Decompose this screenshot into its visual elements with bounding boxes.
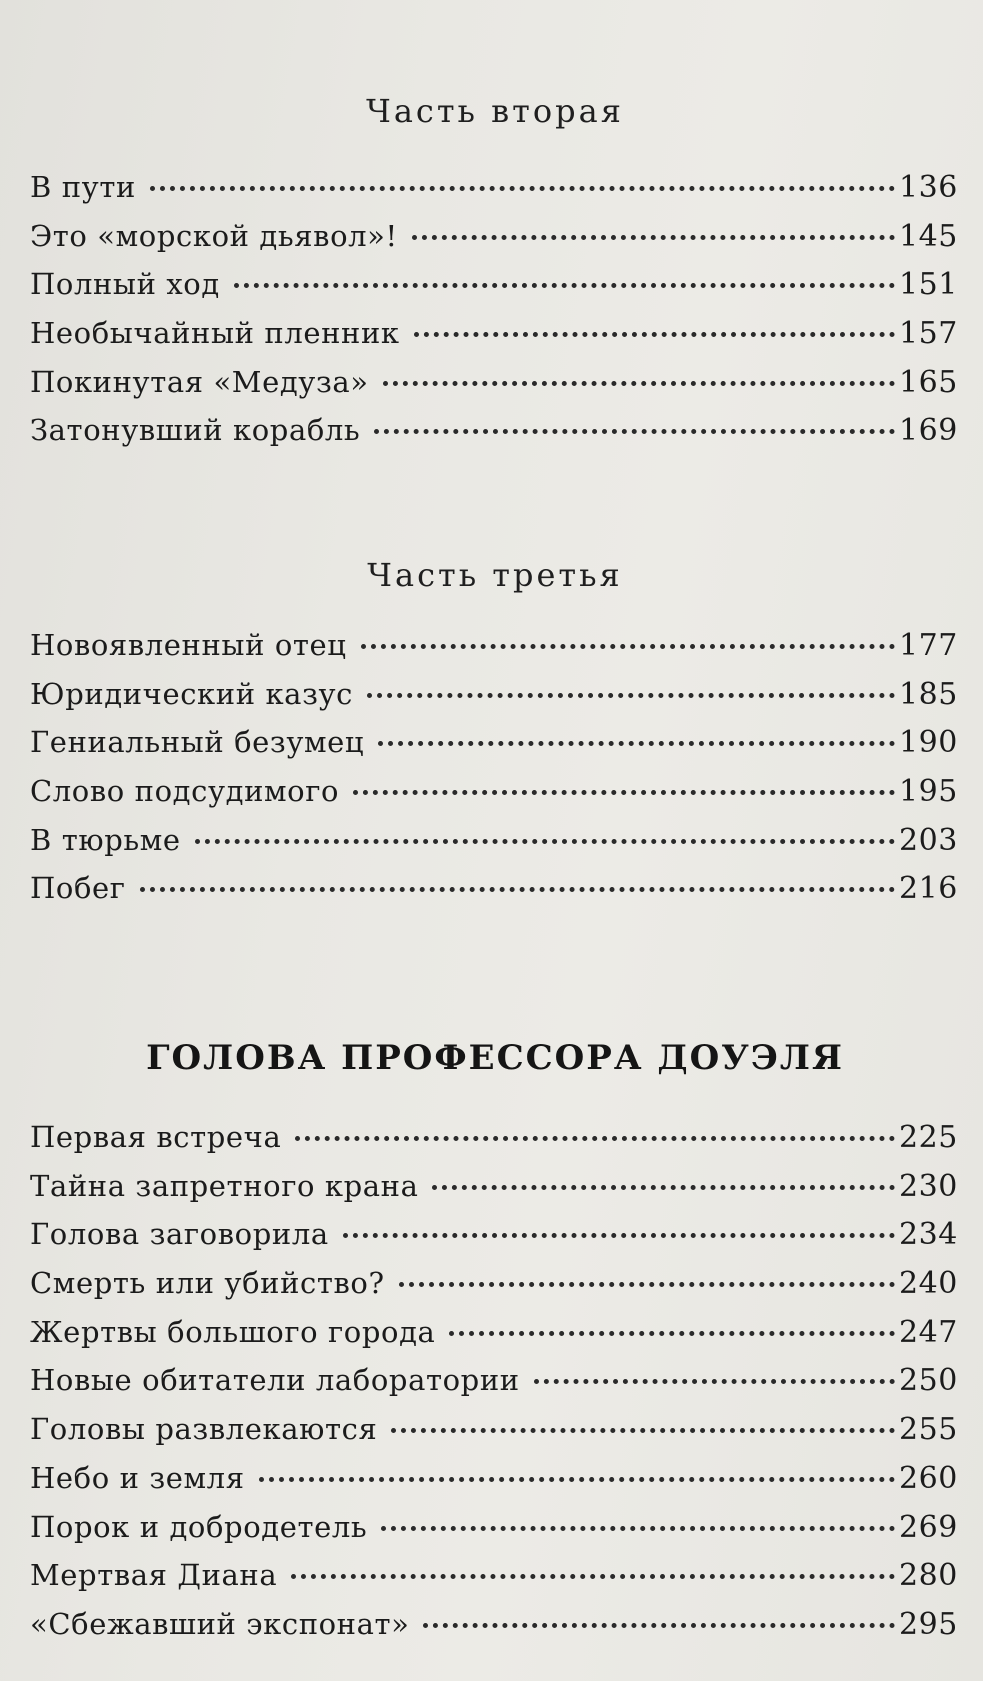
toc-entry-page: 247 bbox=[898, 1314, 958, 1350]
toc-entry bbox=[30, 1607, 958, 1656]
dot-leader bbox=[361, 644, 895, 649]
toc-entry-page: 145 bbox=[898, 218, 958, 254]
dot-leader bbox=[391, 1428, 895, 1433]
toc-entry bbox=[30, 725, 958, 774]
toc-entry-page: 203 bbox=[898, 822, 958, 858]
toc-entry-title: Жертвы большого города bbox=[30, 1314, 436, 1349]
dot-leader bbox=[381, 1526, 895, 1531]
dot-leader bbox=[259, 1477, 895, 1482]
dot-leader bbox=[399, 1282, 895, 1287]
toc-entry-title: Первая встреча bbox=[30, 1120, 282, 1154]
part-three-toc bbox=[30, 628, 958, 920]
toc-entry-page: 280 bbox=[898, 1558, 958, 1594]
toc-entry-title: Необычайный пленник bbox=[30, 316, 400, 351]
toc-entry bbox=[30, 170, 958, 219]
toc-entry-page: 177 bbox=[898, 628, 958, 663]
toc-entry bbox=[30, 1461, 958, 1510]
dot-leader bbox=[412, 235, 895, 240]
toc-entry bbox=[30, 365, 958, 414]
dot-leader bbox=[291, 1574, 895, 1579]
toc-entry-title: Голова заговорила bbox=[30, 1217, 329, 1252]
toc-entry bbox=[30, 1363, 958, 1412]
toc-entry-page: 157 bbox=[898, 316, 958, 352]
toc-entry-page: 295 bbox=[898, 1606, 958, 1642]
toc-entry-page: 240 bbox=[898, 1266, 958, 1302]
dot-leader bbox=[374, 429, 895, 434]
toc-entry bbox=[30, 316, 958, 365]
toc-entry bbox=[30, 774, 958, 823]
toc-entry-title: Головы развлекаются bbox=[30, 1412, 378, 1447]
dot-leader bbox=[295, 1136, 895, 1141]
toc-entry bbox=[30, 1120, 958, 1169]
toc-entry-page: 195 bbox=[898, 774, 958, 810]
toc-entry-title: Новые обитатели лаборатории bbox=[30, 1363, 520, 1398]
dot-leader bbox=[414, 332, 895, 337]
toc-entry-title: Побег bbox=[30, 871, 126, 906]
toc-entry-title: Слово подсудимого bbox=[30, 774, 340, 809]
toc-entry bbox=[30, 1315, 958, 1364]
toc-entry bbox=[30, 413, 958, 462]
toc-entry-page: 250 bbox=[898, 1363, 958, 1399]
dot-leader bbox=[343, 1233, 895, 1238]
dot-leader bbox=[140, 887, 895, 892]
toc-entry-title: Гениальный безумец bbox=[30, 725, 365, 760]
part-two-heading: Часть вторая bbox=[366, 92, 624, 130]
dot-leader bbox=[150, 186, 895, 191]
toc-entry-title: В тюрьме bbox=[30, 822, 181, 857]
toc-entry bbox=[30, 823, 958, 872]
part-two-toc bbox=[30, 170, 958, 462]
toc-entry bbox=[30, 267, 958, 316]
dot-leader bbox=[195, 839, 895, 844]
toc-entry bbox=[30, 628, 958, 677]
toc-entry bbox=[30, 871, 958, 920]
toc-entry-page: 185 bbox=[898, 676, 958, 712]
toc-entry-title: В пути bbox=[30, 170, 136, 204]
toc-entry-page: 216 bbox=[898, 871, 958, 907]
toc-entry bbox=[30, 1412, 958, 1461]
dot-leader bbox=[234, 283, 895, 288]
toc-entry-page: 169 bbox=[898, 413, 958, 449]
book-title-heading: ГОЛОВА ПРОФЕССОРА ДОУЭЛЯ bbox=[146, 1038, 844, 1078]
dot-leader bbox=[423, 1623, 894, 1628]
toc-entry-title: Смерть или убийство? bbox=[30, 1266, 385, 1301]
toc-entry-title: Небо и земля bbox=[30, 1460, 245, 1495]
toc-entry-page: 269 bbox=[898, 1509, 958, 1545]
dot-leader bbox=[353, 790, 895, 795]
part-three-heading: Часть третья bbox=[367, 556, 623, 594]
toc-entry bbox=[30, 1510, 958, 1559]
toc-entry-page: 165 bbox=[898, 364, 958, 400]
toc-entry-page: 151 bbox=[898, 267, 958, 303]
toc-entry bbox=[30, 1217, 958, 1266]
dowell-toc bbox=[30, 1120, 958, 1656]
toc-entry-title: Покинутая «Медуза» bbox=[30, 364, 369, 399]
dot-leader bbox=[367, 693, 895, 698]
toc-entry-title: Порок и добродетель bbox=[30, 1509, 368, 1544]
toc-entry-title: «Сбежавший экспонат» bbox=[30, 1606, 410, 1641]
toc-entry-title: Юридический казус bbox=[30, 676, 353, 711]
dot-leader bbox=[378, 741, 895, 746]
toc-entry-page: 136 bbox=[898, 170, 958, 205]
toc-entry-page: 230 bbox=[898, 1168, 958, 1204]
dot-leader bbox=[383, 381, 895, 386]
toc-entry-page: 234 bbox=[898, 1217, 958, 1253]
toc-entry-title: Это «морской дьявол»! bbox=[30, 218, 398, 253]
dot-leader bbox=[534, 1379, 895, 1384]
toc-entry bbox=[30, 1558, 958, 1607]
toc-entry-title: Мертвая Диана bbox=[30, 1558, 278, 1593]
toc-entry bbox=[30, 1266, 958, 1315]
toc-entry bbox=[30, 219, 958, 268]
toc-entry bbox=[30, 1169, 958, 1218]
toc-entry-title: Новоявленный отец bbox=[30, 628, 347, 662]
toc-entry-page: 260 bbox=[898, 1460, 958, 1496]
toc-entry-title: Тайна запретного крана bbox=[30, 1168, 419, 1203]
toc-entry-page: 225 bbox=[898, 1120, 958, 1155]
toc-entry-title: Полный ход bbox=[30, 267, 220, 302]
dot-leader bbox=[449, 1331, 895, 1336]
toc-entry bbox=[30, 677, 958, 726]
toc-entry-title: Затонувший корабль bbox=[30, 413, 361, 448]
toc-entry-page: 190 bbox=[898, 725, 958, 761]
toc-entry-page: 255 bbox=[898, 1412, 958, 1448]
dot-leader bbox=[432, 1185, 894, 1190]
